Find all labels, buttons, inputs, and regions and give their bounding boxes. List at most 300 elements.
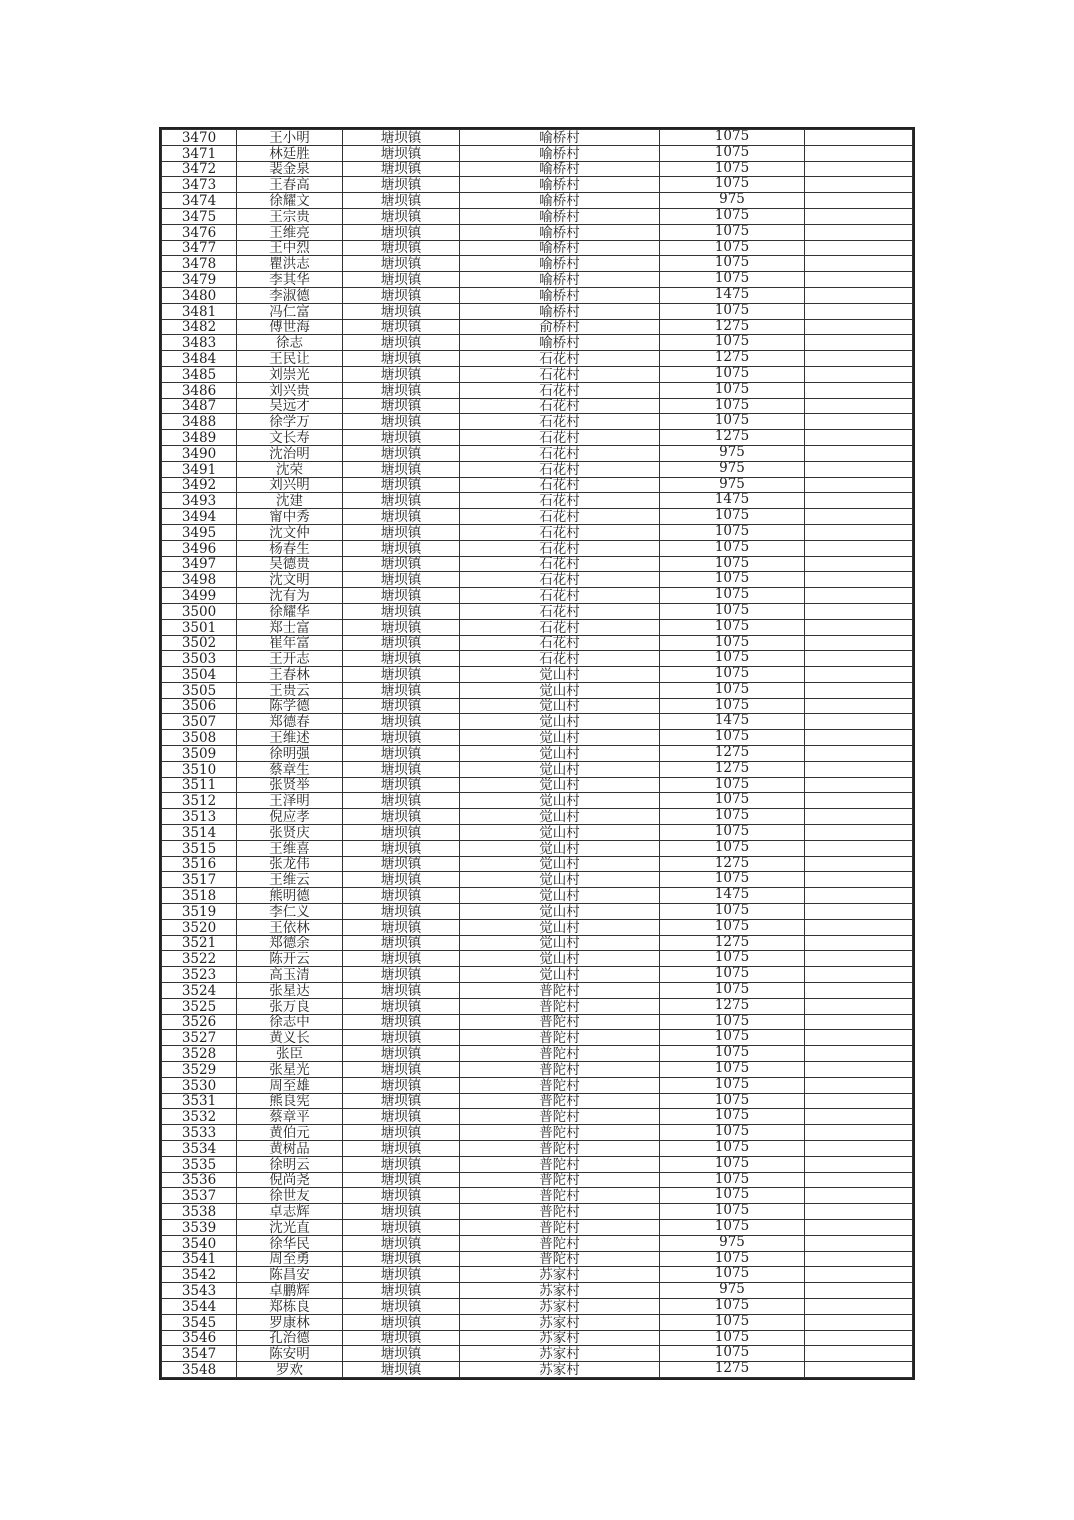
serial-cell: 3484 [162, 351, 237, 367]
table-row [162, 983, 913, 999]
name-cell: 熊良宪 [237, 1093, 343, 1109]
remark-cell [805, 130, 913, 146]
name-cell: 沈有为 [237, 588, 343, 604]
name-cell: 张星光 [237, 1062, 343, 1078]
town-cell: 塘坝镇 [343, 856, 460, 872]
amount-cell: 1275 [660, 856, 805, 872]
name-cell: 周至勇 [237, 1251, 343, 1267]
village-cell: 喻桥村 [460, 224, 660, 240]
remark-cell [805, 1014, 913, 1030]
serial-cell: 3503 [162, 651, 237, 667]
village-cell: 石花村 [460, 414, 660, 430]
village-cell: 石花村 [460, 398, 660, 414]
name-cell: 瞿洪志 [237, 256, 343, 272]
table-row [162, 651, 913, 667]
amount-cell: 1075 [660, 1141, 805, 1157]
serial-cell: 3507 [162, 714, 237, 730]
serial-cell: 3497 [162, 556, 237, 572]
amount-cell: 975 [660, 461, 805, 477]
table-body [162, 130, 913, 1378]
village-cell: 觉山村 [460, 682, 660, 698]
table-row [162, 603, 913, 619]
amount-cell: 1075 [660, 414, 805, 430]
name-cell: 徐志 [237, 335, 343, 351]
village-cell: 普陀村 [460, 1093, 660, 1109]
village-cell: 喻桥村 [460, 177, 660, 193]
remark-cell [805, 983, 913, 999]
remark-cell [805, 809, 913, 825]
amount-cell: 1075 [660, 1125, 805, 1141]
amount-cell: 1075 [660, 1062, 805, 1078]
table-row [162, 1314, 913, 1330]
table-row [162, 445, 913, 461]
amount-cell: 1075 [660, 256, 805, 272]
serial-cell: 3498 [162, 572, 237, 588]
town-cell: 塘坝镇 [343, 619, 460, 635]
serial-cell: 3532 [162, 1109, 237, 1125]
amount-cell: 1075 [660, 967, 805, 983]
amount-cell: 1075 [660, 872, 805, 888]
serial-cell: 3506 [162, 698, 237, 714]
remark-cell [805, 145, 913, 161]
name-cell: 倪尚尧 [237, 1172, 343, 1188]
serial-cell: 3479 [162, 272, 237, 288]
name-cell: 王民让 [237, 351, 343, 367]
town-cell: 塘坝镇 [343, 1014, 460, 1030]
village-cell: 喻桥村 [460, 161, 660, 177]
serial-cell: 3495 [162, 524, 237, 540]
serial-cell: 3525 [162, 998, 237, 1014]
serial-cell: 3535 [162, 1156, 237, 1172]
town-cell: 塘坝镇 [343, 303, 460, 319]
amount-cell: 1075 [660, 619, 805, 635]
amount-cell: 1075 [660, 667, 805, 683]
amount-cell: 1075 [660, 825, 805, 841]
amount-cell: 1075 [660, 1188, 805, 1204]
subsidy-table [161, 129, 913, 1378]
serial-cell: 3529 [162, 1062, 237, 1078]
amount-cell: 1075 [660, 382, 805, 398]
amount-cell: 1075 [660, 1093, 805, 1109]
amount-cell: 1275 [660, 746, 805, 762]
table-row [162, 366, 913, 382]
town-cell: 塘坝镇 [343, 1330, 460, 1346]
name-cell: 罗欢 [237, 1362, 343, 1378]
town-cell: 塘坝镇 [343, 904, 460, 920]
amount-cell: 1075 [660, 366, 805, 382]
village-cell: 普陀村 [460, 1077, 660, 1093]
serial-cell: 3499 [162, 588, 237, 604]
table-row [162, 1125, 913, 1141]
name-cell: 蔡章生 [237, 761, 343, 777]
remark-cell [805, 714, 913, 730]
remark-cell [805, 477, 913, 493]
table-row [162, 1156, 913, 1172]
village-cell: 石花村 [460, 477, 660, 493]
town-cell: 塘坝镇 [343, 714, 460, 730]
amount-cell: 1075 [660, 1014, 805, 1030]
village-cell: 喻桥村 [460, 256, 660, 272]
table-row [162, 493, 913, 509]
amount-cell: 1075 [660, 603, 805, 619]
serial-cell: 3482 [162, 319, 237, 335]
table-row [162, 730, 913, 746]
remark-cell [805, 1093, 913, 1109]
table-row [162, 398, 913, 414]
table-row [162, 1141, 913, 1157]
town-cell: 塘坝镇 [343, 193, 460, 209]
village-cell: 石花村 [460, 619, 660, 635]
town-cell: 塘坝镇 [343, 398, 460, 414]
village-cell: 石花村 [460, 461, 660, 477]
table-row [162, 1077, 913, 1093]
remark-cell [805, 998, 913, 1014]
amount-cell: 1075 [660, 240, 805, 256]
village-cell: 普陀村 [460, 1172, 660, 1188]
town-cell: 塘坝镇 [343, 1109, 460, 1125]
remark-cell [805, 682, 913, 698]
village-cell: 觉山村 [460, 714, 660, 730]
serial-cell: 3480 [162, 287, 237, 303]
remark-cell [805, 635, 913, 651]
amount-cell: 1275 [660, 319, 805, 335]
serial-cell: 3541 [162, 1251, 237, 1267]
serial-cell: 3493 [162, 493, 237, 509]
name-cell: 徐耀文 [237, 193, 343, 209]
table-row [162, 856, 913, 872]
table-row [162, 1188, 913, 1204]
name-cell: 王依林 [237, 919, 343, 935]
village-cell: 普陀村 [460, 1125, 660, 1141]
town-cell: 塘坝镇 [343, 1346, 460, 1362]
table-row [162, 1219, 913, 1235]
table-row [162, 635, 913, 651]
remark-cell [805, 1046, 913, 1062]
serial-cell: 3533 [162, 1125, 237, 1141]
town-cell: 塘坝镇 [343, 351, 460, 367]
amount-cell: 1075 [660, 951, 805, 967]
amount-cell: 1075 [660, 1298, 805, 1314]
name-cell: 王维云 [237, 872, 343, 888]
name-cell: 杨春生 [237, 540, 343, 556]
name-cell: 王泽明 [237, 793, 343, 809]
serial-cell: 3542 [162, 1267, 237, 1283]
serial-cell: 3524 [162, 983, 237, 999]
table-row [162, 382, 913, 398]
table-row [162, 1109, 913, 1125]
remark-cell [805, 667, 913, 683]
table-row [162, 351, 913, 367]
name-cell: 吴远才 [237, 398, 343, 414]
table-row [162, 272, 913, 288]
remark-cell [805, 398, 913, 414]
serial-cell: 3546 [162, 1330, 237, 1346]
village-cell: 石花村 [460, 524, 660, 540]
village-cell: 普陀村 [460, 1046, 660, 1062]
table-row [162, 1283, 913, 1299]
village-cell: 喻桥村 [460, 130, 660, 146]
village-cell: 喻桥村 [460, 208, 660, 224]
amount-cell: 1075 [660, 540, 805, 556]
serial-cell: 3490 [162, 445, 237, 461]
remark-cell [805, 1141, 913, 1157]
name-cell: 王维亮 [237, 224, 343, 240]
remark-cell [805, 1267, 913, 1283]
remark-cell [805, 1204, 913, 1220]
serial-cell: 3527 [162, 1030, 237, 1046]
village-cell: 普陀村 [460, 1141, 660, 1157]
village-cell: 觉山村 [460, 840, 660, 856]
village-cell: 觉山村 [460, 856, 660, 872]
town-cell: 塘坝镇 [343, 1093, 460, 1109]
remark-cell [805, 698, 913, 714]
village-cell: 喻桥村 [460, 272, 660, 288]
serial-cell: 3491 [162, 461, 237, 477]
town-cell: 塘坝镇 [343, 1077, 460, 1093]
town-cell: 塘坝镇 [343, 430, 460, 446]
amount-cell: 1075 [660, 224, 805, 240]
amount-cell: 975 [660, 477, 805, 493]
remark-cell [805, 1283, 913, 1299]
amount-cell: 1075 [660, 730, 805, 746]
remark-cell [805, 161, 913, 177]
serial-cell: 3486 [162, 382, 237, 398]
remark-cell [805, 1125, 913, 1141]
amount-cell: 1475 [660, 493, 805, 509]
town-cell: 塘坝镇 [343, 1062, 460, 1078]
town-cell: 塘坝镇 [343, 1283, 460, 1299]
remark-cell [805, 430, 913, 446]
name-cell: 蔡章平 [237, 1109, 343, 1125]
name-cell: 沈文明 [237, 572, 343, 588]
remark-cell [805, 1219, 913, 1235]
amount-cell: 1075 [660, 272, 805, 288]
remark-cell [805, 1346, 913, 1362]
remark-cell [805, 588, 913, 604]
serial-cell: 3501 [162, 619, 237, 635]
serial-cell: 3472 [162, 161, 237, 177]
table-row [162, 335, 913, 351]
name-cell: 徐世友 [237, 1188, 343, 1204]
remark-cell [805, 193, 913, 209]
table-row [162, 935, 913, 951]
amount-cell: 1075 [660, 398, 805, 414]
town-cell: 塘坝镇 [343, 967, 460, 983]
serial-cell: 3489 [162, 430, 237, 446]
town-cell: 塘坝镇 [343, 224, 460, 240]
amount-cell: 1475 [660, 287, 805, 303]
village-cell: 石花村 [460, 603, 660, 619]
village-cell: 苏家村 [460, 1362, 660, 1378]
village-cell: 石花村 [460, 445, 660, 461]
table-row [162, 509, 913, 525]
amount-cell: 1075 [660, 682, 805, 698]
town-cell: 塘坝镇 [343, 493, 460, 509]
remark-cell [805, 967, 913, 983]
serial-cell: 3508 [162, 730, 237, 746]
town-cell: 塘坝镇 [343, 667, 460, 683]
table-row [162, 761, 913, 777]
name-cell: 王宗贵 [237, 208, 343, 224]
serial-cell: 3547 [162, 1346, 237, 1362]
serial-cell: 3513 [162, 809, 237, 825]
village-cell: 普陀村 [460, 1062, 660, 1078]
village-cell: 喻桥村 [460, 240, 660, 256]
serial-cell: 3504 [162, 667, 237, 683]
table-row [162, 540, 913, 556]
serial-cell: 3536 [162, 1172, 237, 1188]
serial-cell: 3548 [162, 1362, 237, 1378]
village-cell: 石花村 [460, 635, 660, 651]
name-cell: 王维喜 [237, 840, 343, 856]
serial-cell: 3488 [162, 414, 237, 430]
serial-cell: 3520 [162, 919, 237, 935]
village-cell: 石花村 [460, 351, 660, 367]
remark-cell [805, 319, 913, 335]
village-cell: 觉山村 [460, 967, 660, 983]
remark-cell [805, 1109, 913, 1125]
village-cell: 喻桥村 [460, 193, 660, 209]
remark-cell [805, 224, 913, 240]
town-cell: 塘坝镇 [343, 840, 460, 856]
table-row [162, 477, 913, 493]
serial-cell: 3522 [162, 951, 237, 967]
name-cell: 陈昌安 [237, 1267, 343, 1283]
amount-cell: 1075 [660, 1204, 805, 1220]
serial-cell: 3510 [162, 761, 237, 777]
village-cell: 普陀村 [460, 1109, 660, 1125]
amount-cell: 1275 [660, 430, 805, 446]
name-cell: 张贤庆 [237, 825, 343, 841]
remark-cell [805, 1314, 913, 1330]
table-row [162, 224, 913, 240]
serial-cell: 3534 [162, 1141, 237, 1157]
name-cell: 陈开云 [237, 951, 343, 967]
table-row [162, 1204, 913, 1220]
name-cell: 罗康林 [237, 1314, 343, 1330]
amount-cell: 1075 [660, 1046, 805, 1062]
remark-cell [805, 1251, 913, 1267]
village-cell: 苏家村 [460, 1267, 660, 1283]
name-cell: 冯仁富 [237, 303, 343, 319]
serial-cell: 3475 [162, 208, 237, 224]
amount-cell: 1475 [660, 888, 805, 904]
town-cell: 塘坝镇 [343, 1314, 460, 1330]
remark-cell [805, 572, 913, 588]
name-cell: 熊明德 [237, 888, 343, 904]
name-cell: 陈学德 [237, 698, 343, 714]
town-cell: 塘坝镇 [343, 1125, 460, 1141]
amount-cell: 1075 [660, 303, 805, 319]
village-cell: 觉山村 [460, 777, 660, 793]
town-cell: 塘坝镇 [343, 1141, 460, 1157]
remark-cell [805, 445, 913, 461]
serial-cell: 3543 [162, 1283, 237, 1299]
amount-cell: 1275 [660, 935, 805, 951]
remark-cell [805, 730, 913, 746]
amount-cell: 1075 [660, 1030, 805, 1046]
name-cell: 黄义长 [237, 1030, 343, 1046]
name-cell: 徐明强 [237, 746, 343, 762]
town-cell: 塘坝镇 [343, 1204, 460, 1220]
town-cell: 塘坝镇 [343, 809, 460, 825]
remark-cell [805, 240, 913, 256]
name-cell: 王中烈 [237, 240, 343, 256]
name-cell: 倪应孝 [237, 809, 343, 825]
serial-cell: 3530 [162, 1077, 237, 1093]
town-cell: 塘坝镇 [343, 477, 460, 493]
serial-cell: 3476 [162, 224, 237, 240]
table-row [162, 208, 913, 224]
name-cell: 徐耀华 [237, 603, 343, 619]
table-row [162, 777, 913, 793]
name-cell: 王春林 [237, 667, 343, 683]
town-cell: 塘坝镇 [343, 635, 460, 651]
name-cell: 徐学万 [237, 414, 343, 430]
amount-cell: 1075 [660, 130, 805, 146]
remark-cell [805, 872, 913, 888]
table-row [162, 919, 913, 935]
name-cell: 郑士富 [237, 619, 343, 635]
table-row [162, 1298, 913, 1314]
table-row [162, 714, 913, 730]
amount-cell: 1075 [660, 635, 805, 651]
amount-cell: 1075 [660, 161, 805, 177]
village-cell: 石花村 [460, 572, 660, 588]
town-cell: 塘坝镇 [343, 145, 460, 161]
name-cell: 刘兴贵 [237, 382, 343, 398]
town-cell: 塘坝镇 [343, 1046, 460, 1062]
town-cell: 塘坝镇 [343, 951, 460, 967]
remark-cell [805, 619, 913, 635]
name-cell: 沈治明 [237, 445, 343, 461]
village-cell: 觉山村 [460, 872, 660, 888]
serial-cell: 3474 [162, 193, 237, 209]
remark-cell [805, 1077, 913, 1093]
amount-cell: 1475 [660, 714, 805, 730]
amount-cell: 1075 [660, 1267, 805, 1283]
village-cell: 觉山村 [460, 746, 660, 762]
table-row [162, 1330, 913, 1346]
town-cell: 塘坝镇 [343, 208, 460, 224]
village-cell: 普陀村 [460, 983, 660, 999]
remark-cell [805, 351, 913, 367]
remark-cell [805, 1298, 913, 1314]
name-cell: 张贤举 [237, 777, 343, 793]
name-cell: 王贵云 [237, 682, 343, 698]
town-cell: 塘坝镇 [343, 335, 460, 351]
town-cell: 塘坝镇 [343, 1251, 460, 1267]
name-cell: 沈文仲 [237, 524, 343, 540]
table-row [162, 698, 913, 714]
remark-cell [805, 1330, 913, 1346]
name-cell: 崔年富 [237, 635, 343, 651]
table-row [162, 556, 913, 572]
serial-cell: 3528 [162, 1046, 237, 1062]
amount-cell: 1075 [660, 1077, 805, 1093]
name-cell: 刘崇光 [237, 366, 343, 382]
village-cell: 喻桥村 [460, 145, 660, 161]
table-row [162, 588, 913, 604]
name-cell: 张万良 [237, 998, 343, 1014]
village-cell: 喻桥村 [460, 287, 660, 303]
town-cell: 塘坝镇 [343, 287, 460, 303]
name-cell: 李仁义 [237, 904, 343, 920]
serial-cell: 3473 [162, 177, 237, 193]
table-row [162, 572, 913, 588]
serial-cell: 3526 [162, 1014, 237, 1030]
town-cell: 塘坝镇 [343, 1298, 460, 1314]
